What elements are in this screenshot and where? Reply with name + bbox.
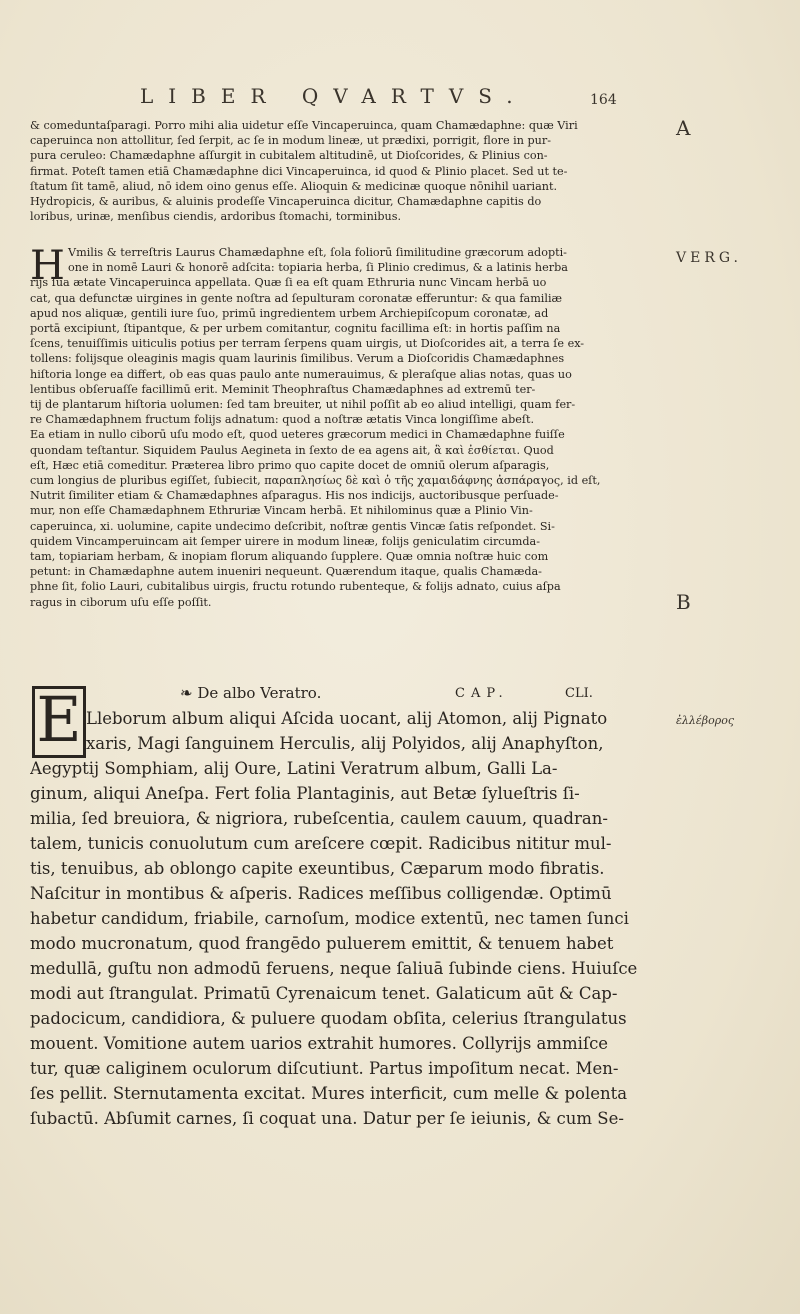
drop-cap-e: E bbox=[32, 686, 86, 758]
page-number: 164 bbox=[590, 92, 617, 108]
margin-note-greek: ἐλλέβορος bbox=[676, 714, 734, 727]
text-line: loribus, urinæ, menſibus ciendis, ardoribus ſtomachi, torminibus. bbox=[30, 210, 402, 224]
text-line: xaris, Magi ſanguinem Herculis, alij Polyidos, alij Anaphyſton, bbox=[86, 734, 604, 753]
drop-cap-h: H bbox=[30, 243, 65, 289]
margin-letter-b: B bbox=[676, 590, 691, 614]
text-line: quidem Vincamperuincam ait ſemper uirere in modum lineæ, folijs geniculatim circumda- bbox=[30, 534, 540, 548]
paragraph-veratrum bbox=[30, 706, 660, 1131]
text-line: rijs ſua ætate Vincaperuinca appellata. Quæ ſi ea eſt quam Ethruria nunc Vincam herbā uo bbox=[30, 276, 547, 290]
margin-note-verg: VERG. bbox=[676, 250, 743, 266]
text-line: ſubactū. Abſumit carnes, ſi coquat una. Datur per ſe ieiunis, & cum Se- bbox=[30, 1109, 624, 1128]
chapter-number: CLI. bbox=[565, 686, 593, 701]
text-line: talem, tunicis conuolutum cum areſcere cœpit. Radicibus nititur mul- bbox=[30, 834, 612, 853]
text-line: eſt, Hæc etiā comeditur. Præterea libro primo quo capite docet de omniū olerum aſparagis, bbox=[30, 458, 550, 472]
text-line: cum longius de pluribus egiſſet, ſubiecit, παραπλησίως δὲ καὶ ὁ τῆς χαμαιδάφνης ἀσπάραγος, id eſt, bbox=[30, 474, 601, 488]
paragraph-chamaedaphne bbox=[30, 245, 660, 610]
text-line: & comeduntaſparagi. Porro mihi alia uidetur eſſe Vincaperuinca, quam Chamædaphne: quæ Viri bbox=[30, 119, 578, 132]
text-line: firmat. Poteſt tamen etiā Chamædaphne dici Vincaperuinca, id quod & Plinio placet. Sed ut te- bbox=[30, 164, 568, 178]
text-line: portā excipiunt, ſtipantque, & per urbem comitantur, cognitu facillima eſt: in hortis paſſim na bbox=[30, 322, 561, 336]
text-line: Aegyptij Somphiam, alij Oure, Latini Veratrum album, Galli La- bbox=[30, 759, 558, 778]
text-line: Lleborum album aliqui Aſcida uocant, alij Atomon, alij Pignato bbox=[86, 709, 608, 728]
text-line: modo mucronatum, quod frangēdo puluerem emittit, & tenuem habet bbox=[30, 934, 614, 953]
paragraph-vincaperuinca bbox=[30, 118, 660, 224]
chapter-title-text: De albo Veratro. bbox=[197, 684, 322, 702]
chapter-title: ❧ De albo Veratro. bbox=[180, 684, 322, 702]
text-line: re Chamædaphnem fructum folijs adnatum: quod a noſtræ ætatis Vinca longiſſime abeſt. bbox=[30, 413, 535, 427]
text-line: lentibus obſeruaſſe facillimū erit. Meminit Theophraſtus Chamædaphnes ad extremū ter- bbox=[30, 382, 536, 396]
chapter-heading bbox=[180, 684, 670, 702]
text-line: medullā, guſtu non admodū feruens, neque ſaliuā ſubinde ciens. Huiuſce bbox=[30, 959, 638, 978]
text-line: pura ceruleo: Chamædaphne aſſurgit in cubitalem altitudinē, ut Dioſcorides, & Plinius con- bbox=[30, 149, 548, 163]
text-line: one in nomē Lauri & honorē adſcita: topiaria herba, ſi Plinio credimus, & a latinis herba bbox=[68, 261, 568, 275]
text-line: Nutrit ſimiliter etiam & Chamædaphnes aſparagus. His nos indicijs, auctoribusque perſuade- bbox=[30, 489, 559, 503]
text-line: cat, qua defunctæ uirgines in gente noſtra ad ſepulturam coronatæ efferuntur: & qua familiæ bbox=[30, 291, 563, 305]
text-line: ragus in ciborum uſu eſſe poſſit. bbox=[30, 595, 212, 609]
text-line: ſcens, tenuiſſimis uiticulis potius per terram ſerpens quam uirgis, ut Dioſcorides ait, a terra ſe ex- bbox=[30, 337, 585, 351]
text-line: caperuinca non attollitur, ſed ſerpit, ac ſe in modum lineæ, ut prædixi, porrigit, flore in pur- bbox=[30, 134, 551, 148]
text-line: apud nos aliquæ, gentili iure ſuo, primū ingredientem urbem Archiepiſcopum coronatæ, ad bbox=[30, 306, 549, 320]
chapter-cap-label: CAP. bbox=[455, 686, 509, 701]
text-line: tij de plantarum hiſtoria uolumen: ſed tam breuiter, ut nihil poſſit ab eo aliud intelligi, quam fer- bbox=[30, 398, 576, 412]
text-line: petunt: in Chamædaphne autem inueniri nequeunt. Quærendum itaque, qualis Chamæda- bbox=[30, 565, 542, 579]
text-line: ſes pellit. Sternutamenta excitat. Mures interficit, cum melle & polenta bbox=[30, 1084, 628, 1103]
text-line: Vmilis & terreſtris Laurus Chamædaphne eſt, ſola foliorū ſimilitudine græcorum adopti- bbox=[68, 246, 567, 259]
text-line: ſtatum ſit tamē, aliud, nō idem oino genus eſſe. Alioquin & medicinæ quoque nōnihil uariant. bbox=[30, 179, 558, 193]
text-line: tis, tenuibus, ab oblongo capite exeuntibus, Cæparum modo fibratis. bbox=[30, 859, 605, 878]
text-line: caperuinca, xi. uolumine, capite undecimo deſcribit, noſtræ gentis Vincæ ſatis reſpondet. Si- bbox=[30, 519, 555, 533]
text-line: modi aut ſtrangulat. Primatū Cyrenaicum tenet. Galaticum aūt & Cap- bbox=[30, 984, 618, 1003]
text-line: tur, quæ caliginem oculorum diſcutiunt. Partus impoſitum necat. Men- bbox=[30, 1059, 619, 1078]
text-line: quondam teſtantur. Siquidem Paulus Aegineta in ſexto de ea agens ait, ἃ καὶ ἐσθίεται. Quod bbox=[30, 443, 554, 457]
text-line: tollens: folijsque oleaginis magis quam laurinis ſimilibus. Verum a Dioſcoridis Chamædaphnes bbox=[30, 352, 565, 366]
text-line: padocicum, candidiora, & puluere quodam obſita, celerius ſtrangulatus bbox=[30, 1009, 627, 1028]
text-line: mur, non eſſe Chamædaphnem Ethruriæ Vincam herbā. Et nihilominus quæ a Plinio Vin- bbox=[30, 504, 533, 518]
text-line: Ea etiam in nullo ciborū uſu modo eſt, quod ueteres græcorum medici in Chamædaphne fuiſſe bbox=[30, 428, 565, 442]
text-line: Naſcitur in montibus & aſperis. Radices meſſibus colligendæ. Optimū bbox=[30, 884, 612, 903]
text-line: milia, ſed breuiora, & nigriora, rubeſcentia, caulem cauum, quadran- bbox=[30, 809, 608, 828]
text-line: ginum, aliqui Aneſpa. Fert folia Plantaginis, aut Betæ ſylueſtris ſi- bbox=[30, 784, 580, 803]
text-line: phne ſit, folio Lauri, cubitalibus uirgis, fructu rotundo rubenteque, & folijs adnato, cuius aſpa bbox=[30, 580, 561, 594]
text-line: tam, topiariam herbam, & inopiam florum aliquando ſupplere. Quæ omnia noſtræ huic com bbox=[30, 550, 549, 564]
text-line: Hydropicis, & auribus, & aluinis prodeſſe Vincaperuinca dicitur, Chamædaphne capitis do bbox=[30, 195, 542, 209]
text-line: habetur candidum, friabile, carnoſum, modice extentū, nec tamen ſunci bbox=[30, 909, 629, 928]
running-title: LIBER QVARTVS. bbox=[140, 84, 528, 108]
text-line: hiſtoria longe ea differt, ob eas quas paulo ante numerauimus, & pleraſque alias notas, quas uo bbox=[30, 367, 572, 381]
margin-letter-a: A bbox=[676, 116, 691, 140]
text-line: mouent. Vomitione autem uarios extrahit humores. Collyrijs ammiſce bbox=[30, 1034, 609, 1053]
